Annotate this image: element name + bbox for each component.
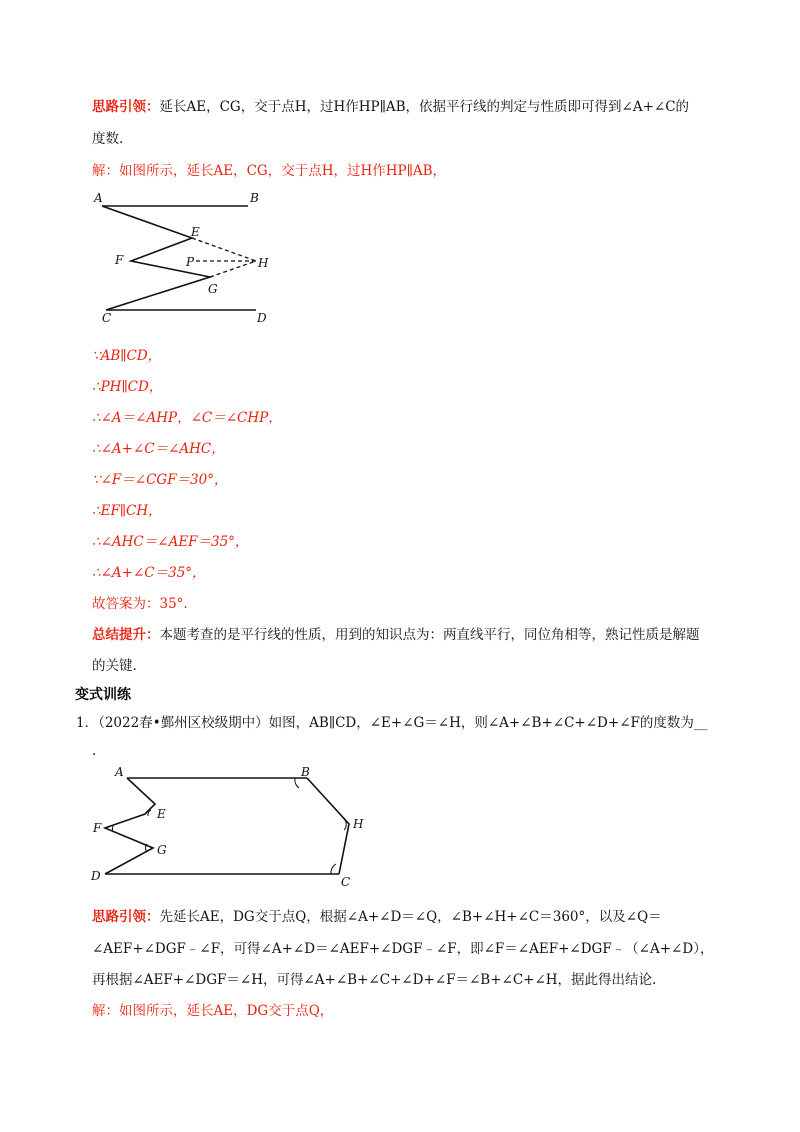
hint2-label: 思路引领： <box>92 909 160 925</box>
fig1-label-g: G <box>208 282 218 296</box>
fig1-label-f: F <box>115 253 124 267</box>
fig1-label-c: C <box>102 311 112 325</box>
summary1-line2: 的关键. <box>92 658 137 674</box>
hint1-line2: 度数. <box>92 131 124 147</box>
fig2-label-b: B <box>301 765 310 779</box>
summary1-label: 总结提升： <box>92 627 160 643</box>
dashed-eh <box>192 238 256 261</box>
fig1-label-b: B <box>250 191 259 205</box>
solution1-step-7: ∴∠AHC＝∠AEF＝35°， <box>92 534 249 550</box>
fig2-label-e: E <box>157 807 166 821</box>
solution1-intro: 解：如图所示，延长AE，CG，交于点H，过H作HP∥AB， <box>92 163 447 179</box>
problem1-line1: 1．（2022春•鄞州区校级期中）如图，AB∥CD，∠E+∠G＝∠H，则∠A+∠B+∠C+∠D+∠F的度数为__ <box>76 715 708 731</box>
solution1-answer: 故答案为：35°. <box>92 596 188 612</box>
figure-2 <box>85 764 385 890</box>
hint2-line1 <box>92 908 662 926</box>
hint2-line3: 再根据∠AEF+∠DGF＝∠H，可得∠A+∠B+∠C+∠D+∠F＝∠B+∠C+∠H，据此得出结论. <box>92 972 657 988</box>
arc-b <box>295 778 299 788</box>
fig1-label-h: H <box>258 256 269 270</box>
arc-c <box>331 864 336 874</box>
solution1-step-2: ∴PH∥CD， <box>92 379 163 395</box>
fig1-label-e: E <box>191 225 200 239</box>
fig2-label-h: H <box>353 817 364 831</box>
solution1-step-3: ∴∠A＝∠AHP，∠C＝∠CHP， <box>92 410 282 426</box>
dashed-gh <box>210 261 256 277</box>
summary1-text1: 本题考查的是平行线的性质，用到的知识点为：两直线平行，同位角相等，熟记性质是解题 <box>159 627 700 643</box>
fig2-label-g: G <box>157 843 167 857</box>
fig2-label-f: F <box>93 821 102 835</box>
path-bhc <box>307 778 349 874</box>
hint1-text1: 延长AE，CG，交于点H，过H作HP∥AB，依据平行线的判定与性质即可得到∠A+∠C的 <box>159 99 690 115</box>
fig1-label-a: A <box>94 191 103 205</box>
fig2-label-d: D <box>91 869 101 883</box>
solution1-step-6: ∴EF∥CH， <box>92 503 162 519</box>
problem1-line2: . <box>92 743 97 759</box>
hint1-line1 <box>92 98 689 116</box>
solution1-step-8: ∴∠A+∠C＝35°， <box>92 565 206 581</box>
solution1-step-4: ∴∠A+∠C＝∠AHC， <box>92 441 225 457</box>
hint2-text1: 先延长AE，DG交于点Q，根据∠A+∠D＝∠Q，∠B+∠H+∠C＝360°，以及∠Q＝ <box>159 909 662 925</box>
arc-f <box>112 826 113 832</box>
summary1-line1 <box>92 626 700 644</box>
fig2-label-a: A <box>115 765 124 779</box>
fig1-label-d: D <box>257 311 267 325</box>
hint2-line2: ∠AEF+∠DGF﹣∠F，可得∠A+∠D＝∠AEF+∠DGF﹣∠F，即∠F＝∠AEF+∠DGF﹣（∠A+∠D）， <box>92 941 714 957</box>
figure-1 <box>90 186 280 326</box>
hint1-label: 思路引领： <box>92 99 160 115</box>
solution2-intro: 解：如图所示，延长AE，DG交于点Q， <box>92 1003 334 1019</box>
section-title: 变式训练 <box>75 687 131 703</box>
fig2-label-c: C <box>341 875 351 889</box>
solution1-step-5: ∵∠F＝∠CGF＝30°， <box>92 472 228 488</box>
solution1-step-1: ∵AB∥CD， <box>92 348 162 364</box>
fig1-label-p: P <box>186 255 195 269</box>
